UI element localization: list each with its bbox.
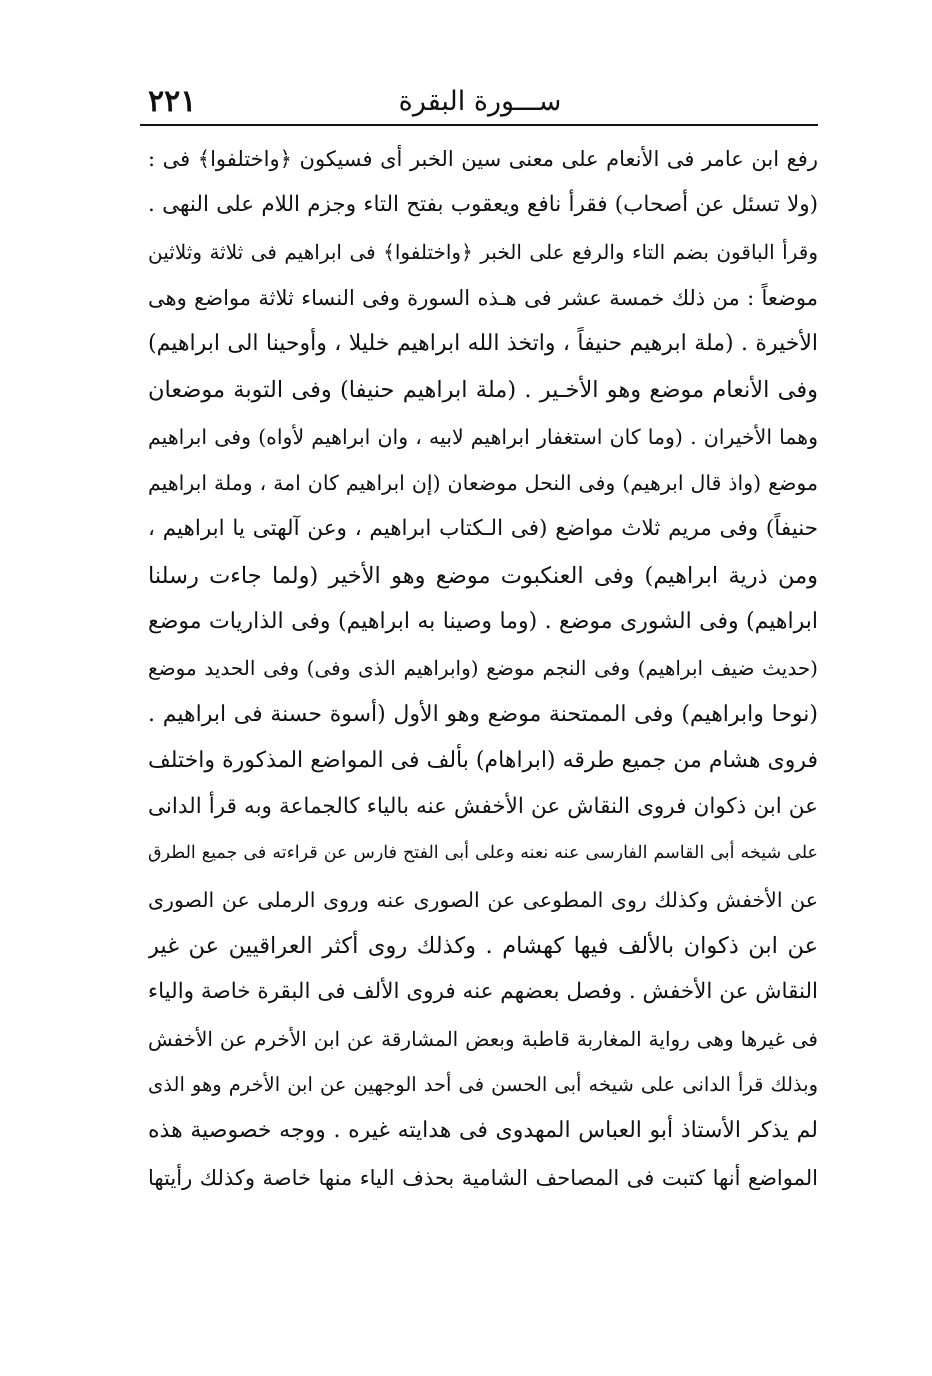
surah-title: ســـورة البقرة (398, 86, 562, 117)
text-line: عن الأخفش وكذلك روى المطوعى عن الصورى عنه وروى الرملى عن الصورى (148, 887, 818, 912)
page-header (140, 82, 818, 122)
text-line: حنيفاً) وفى مريم ثلاث مواضع (فى الـكتاب ابراهيم ، وعن آلهتى يا ابراهيم ، (148, 516, 818, 542)
text-line: (نوحا وابراهيم) وفى الممتحنة موضع وهو الأول (أسوة حسنة فى ابراهيم . (148, 701, 818, 727)
text-line: ابراهيم) وفى الشورى موضع . (وما وصينا به ابراهيم) وفى الذاريات موضع (148, 608, 818, 634)
header-rule (140, 124, 818, 126)
text-line: وبذلك قرأ الدانى على شيخه أبى الحسن فى أحد الوجهين عن ابن الأخرم وهو الذى (148, 1072, 818, 1096)
text-line: ومن ذرية ابراهيم) وفى العنكبوت موضع وهو الأخير (ولما جاءت رسلنا (148, 562, 818, 589)
body-text (148, 136, 818, 1201)
text-line: عن ابن ذكوان بالألف فيها كهشام . وكذلك روى أكثر العراقيين عن غير (148, 933, 818, 960)
text-line: النقاش عن الأخفش . وفصل بعضهم عنه فروى الألف فى البقرة خاصة والياء (148, 979, 818, 1005)
text-line: (ولا تسئل عن أصحاب) فقرأ نافع ويعقوب بفتح التاء وجزم اللام على النهى . (148, 192, 818, 218)
text-line: (حديث ضيف ابراهيم) وفى النجم موضع (وابراهيم الذى وفى) وفى الحديد موضع (148, 656, 818, 681)
text-line: وهما الأخيران . (وما كان استغفار ابراهيم لابيه ، وان ابراهيم لأواه) وفى ابراهيم (148, 424, 818, 449)
text-line: الأخيرة . (ملة ابرهيم حنيفاً ، واتخذ الله ابراهيم خليلا ، وأوحينا الى ابراهيم) (148, 331, 818, 357)
text-line: لم يذكر الأستاذ أبو العباس المهدوى فى هدايته غيره . ووجه خصوصية هذه (148, 1118, 818, 1144)
text-line: فى غيرها وهى رواية المغاربة قاطبة وبعض المشارقة عن ابن الأخرم عن الأخفش (148, 1026, 818, 1051)
text-line: على شيخه أبى القاسم الفارسى عنه نعنه وعلى أبى الفتح فارس عن قراءته فى جميع الطرق (148, 843, 818, 864)
text-line: موضعاً : من ذلك خمسة عشر فى هـذه السورة وفى النساء ثلاثة مواضع وهى (148, 285, 818, 310)
text-line: وقرأ الباقون بضم التاء والرفع على الخبر ﴿واختلفوا﴾ فى ابراهيم فى ثلاثة وثلاثين (148, 239, 818, 264)
text-line: وفى الأنعام موضع وهو الأخـير . (ملة ابراهيم حنيفا) وفى التوبة موضعان (148, 377, 818, 404)
text-line: فروى هشام من جميع طرقه (ابراهام) بألف فى المواضع المذكورة واختلف (148, 747, 818, 773)
text-line: عن ابن ذكوان فروى النقاش عن الأخفش عنه بالياء كالجماعة وبه قرأ الدانى (148, 794, 818, 820)
text-line: رفع ابن عامر فى الأنعام على معنى سين الخبر أى فسيكون ﴿واختلفوا﴾ فى : (148, 147, 818, 171)
text-line: المواضع أنها كتبت فى المصاحف الشامية بحذف الياء منها خاصة وكذلك رأيتها (148, 1165, 818, 1190)
text-line: موضع (واذ قال ابرهيم) وفى النحل موضعان (إن ابراهيم كان امة ، وملة ابراهيم (148, 471, 818, 496)
page-number: ٢٢١ (148, 84, 197, 119)
